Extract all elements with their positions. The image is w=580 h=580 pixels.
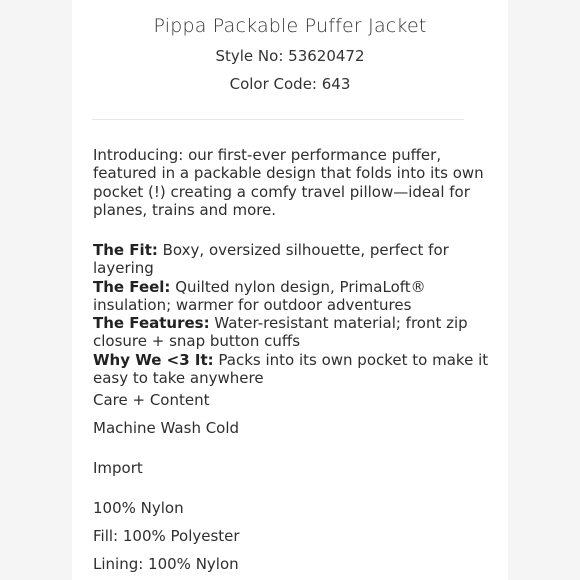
feature-list bbox=[93, 241, 498, 387]
product-details-card bbox=[72, 0, 508, 580]
content-fill: Fill: 100% Polyester bbox=[93, 527, 240, 545]
feature-fit bbox=[93, 241, 498, 278]
feature-label: The Features: bbox=[93, 314, 210, 333]
feature-text: Quilted nylon design, PrimaLoft® insulation; warmer for outdoor adventures bbox=[93, 277, 426, 314]
feature-features bbox=[93, 314, 498, 351]
origin-text: Import bbox=[93, 459, 143, 477]
feature-label: The Feel: bbox=[93, 277, 171, 296]
feature-why-we-love-it bbox=[93, 351, 498, 388]
style-number: Style No: 53620472 bbox=[215, 47, 365, 65]
product-description bbox=[93, 146, 498, 573]
care-content-heading: Care + Content bbox=[93, 391, 210, 409]
wash-instructions: Machine Wash Cold bbox=[93, 419, 240, 437]
feature-label: Why We <3 It: bbox=[93, 350, 214, 369]
feature-label: The Fit: bbox=[93, 241, 158, 259]
right-margin-panel bbox=[508, 0, 580, 580]
product-title: Pippa Packable Puffer Jacket bbox=[153, 15, 427, 37]
feature-text: Boxy, oversized silhouette, perfect for layering bbox=[93, 241, 449, 278]
color-code: Color Code: 643 bbox=[229, 75, 351, 93]
feature-text: Water-resistant material; front zip closure + snap button cuffs bbox=[93, 314, 468, 351]
feature-feel bbox=[93, 278, 498, 315]
feature-text: Packs into its own pocket to make it easy to take anywhere bbox=[93, 350, 489, 388]
content-shell: 100% Nylon bbox=[93, 499, 184, 517]
intro-paragraph: Introducing: our first-ever performance puffer, featured in a packable design that folds into its own pocket (!) creating a comfy travel pillow—ideal for planes, trains and more. bbox=[93, 146, 484, 219]
left-margin-panel bbox=[0, 0, 72, 580]
content-lining: Lining: 100% Nylon bbox=[93, 555, 239, 573]
header-divider bbox=[92, 119, 464, 120]
